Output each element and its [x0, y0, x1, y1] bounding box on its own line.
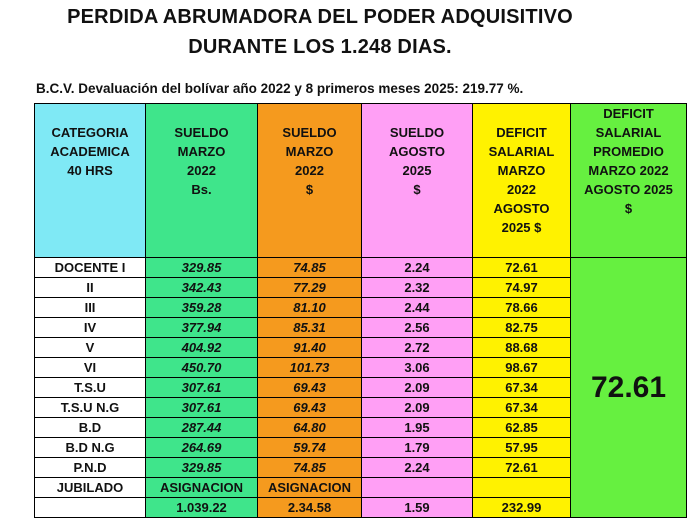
deficit-cell: 88.68 [473, 338, 571, 358]
jubilado-deficit-empty [473, 478, 571, 498]
sueldo-usd-2022-cell: 91.40 [258, 338, 362, 358]
title-line-2: DURANTE LOS 1.248 DIAS. [188, 36, 452, 58]
sueldo-bs-cell: 307.61 [146, 398, 258, 418]
category-cell: VI [35, 358, 146, 378]
deficit-cell: 57.95 [473, 438, 571, 458]
table-row [35, 258, 687, 278]
category-cell: V [35, 338, 146, 358]
sueldo-usd-2025-cell: 2.24 [362, 458, 473, 478]
sueldo-usd-2022-cell: 69.43 [258, 398, 362, 418]
header-sueldo-usd-2022: SUELDO MARZO 2022 $ [258, 104, 362, 258]
sueldo-bs-cell: 404.92 [146, 338, 258, 358]
jubilado-bs-cell: 1.039.22 [146, 498, 258, 518]
subtitle: B.C.V. Devaluación del bolívar año 2022 y 8 primeros meses 2025: 219.77 %. [36, 81, 524, 96]
deficit-cell: 78.66 [473, 298, 571, 318]
sueldo-usd-2022-cell: 85.31 [258, 318, 362, 338]
sueldo-usd-2025-cell: 2.09 [362, 398, 473, 418]
sueldo-bs-cell: 342.43 [146, 278, 258, 298]
category-cell: T.S.U [35, 378, 146, 398]
header-sueldo-bs: SUELDO MARZO 2022 Bs. [146, 104, 258, 258]
deficit-cell: 72.61 [473, 258, 571, 278]
deficit-cell: 82.75 [473, 318, 571, 338]
category-cell: B.D [35, 418, 146, 438]
header-row [35, 104, 687, 258]
sueldo-usd-2025-cell: 3.06 [362, 358, 473, 378]
sueldo-bs-cell: 329.85 [146, 458, 258, 478]
deficit-cell: 67.34 [473, 378, 571, 398]
sueldo-bs-cell: 329.85 [146, 258, 258, 278]
sueldo-usd-2022-cell: 77.29 [258, 278, 362, 298]
sueldo-bs-cell: 307.61 [146, 378, 258, 398]
title-line-1: PERDIDA ABRUMADORA DEL PODER ADQUISITIVO [67, 6, 573, 28]
sueldo-usd-2022-cell: 59.74 [258, 438, 362, 458]
sueldo-bs-cell: 359.28 [146, 298, 258, 318]
category-cell: P.N.D [35, 458, 146, 478]
sueldo-usd-2025-cell: 1.79 [362, 438, 473, 458]
deficit-promedio-value: 72.61 [571, 258, 687, 518]
sueldo-usd-2022-cell: 74.85 [258, 258, 362, 278]
category-cell: IV [35, 318, 146, 338]
asignacion-label-usd: ASIGNACION [258, 478, 362, 498]
sueldo-usd-2022-cell: 74.85 [258, 458, 362, 478]
category-cell: B.D N.G [35, 438, 146, 458]
deficit-cell: 72.61 [473, 458, 571, 478]
jubilado-usd-2025-cell: 1.59 [362, 498, 473, 518]
sueldo-usd-2025-cell: 1.95 [362, 418, 473, 438]
sueldo-usd-2022-cell: 64.80 [258, 418, 362, 438]
header-deficit: DEFICIT SALARIAL MARZO 2022 AGOSTO 2025 $ [473, 104, 571, 258]
header-sueldo-usd-2025: SUELDO AGOSTO 2025 $ [362, 104, 473, 258]
sueldo-usd-2022-cell: 81.10 [258, 298, 362, 318]
header-deficit-promedio: DEFICIT SALARIAL PROMEDIO MARZO 2022 AGOSTO 2025 $ [571, 104, 687, 258]
header-categoria: CATEGORIA ACADEMICA 40 HRS [35, 104, 146, 258]
category-cell: II [35, 278, 146, 298]
sueldo-usd-2025-cell: 2.56 [362, 318, 473, 338]
sueldo-bs-cell: 287.44 [146, 418, 258, 438]
category-cell: DOCENTE I [35, 258, 146, 278]
sueldo-usd-2025-cell: 2.72 [362, 338, 473, 358]
sueldo-bs-cell: 450.70 [146, 358, 258, 378]
sueldo-bs-cell: 264.69 [146, 438, 258, 458]
deficit-cell: 98.67 [473, 358, 571, 378]
jubilado-deficit-cell: 232.99 [473, 498, 571, 518]
sueldo-usd-2022-cell: 69.43 [258, 378, 362, 398]
sueldo-usd-2025-cell: 2.32 [362, 278, 473, 298]
sueldo-usd-2025-cell: 2.09 [362, 378, 473, 398]
asignacion-label-bs: ASIGNACION [146, 478, 258, 498]
category-cell-empty [35, 498, 146, 518]
category-cell: III [35, 298, 146, 318]
category-cell-jubilado: JUBILADO [35, 478, 146, 498]
sueldo-usd-2025-cell: 2.44 [362, 298, 473, 318]
jubilado-usd-2022-cell: 2.34.58 [258, 498, 362, 518]
sueldo-bs-cell: 377.94 [146, 318, 258, 338]
deficit-cell: 74.97 [473, 278, 571, 298]
sueldo-usd-2025-cell: 2.24 [362, 258, 473, 278]
category-cell: T.S.U N.G [35, 398, 146, 418]
jubilado-usd-2025-empty [362, 478, 473, 498]
sueldo-usd-2022-cell: 101.73 [258, 358, 362, 378]
salary-table [34, 103, 687, 518]
deficit-cell: 67.34 [473, 398, 571, 418]
deficit-cell: 62.85 [473, 418, 571, 438]
